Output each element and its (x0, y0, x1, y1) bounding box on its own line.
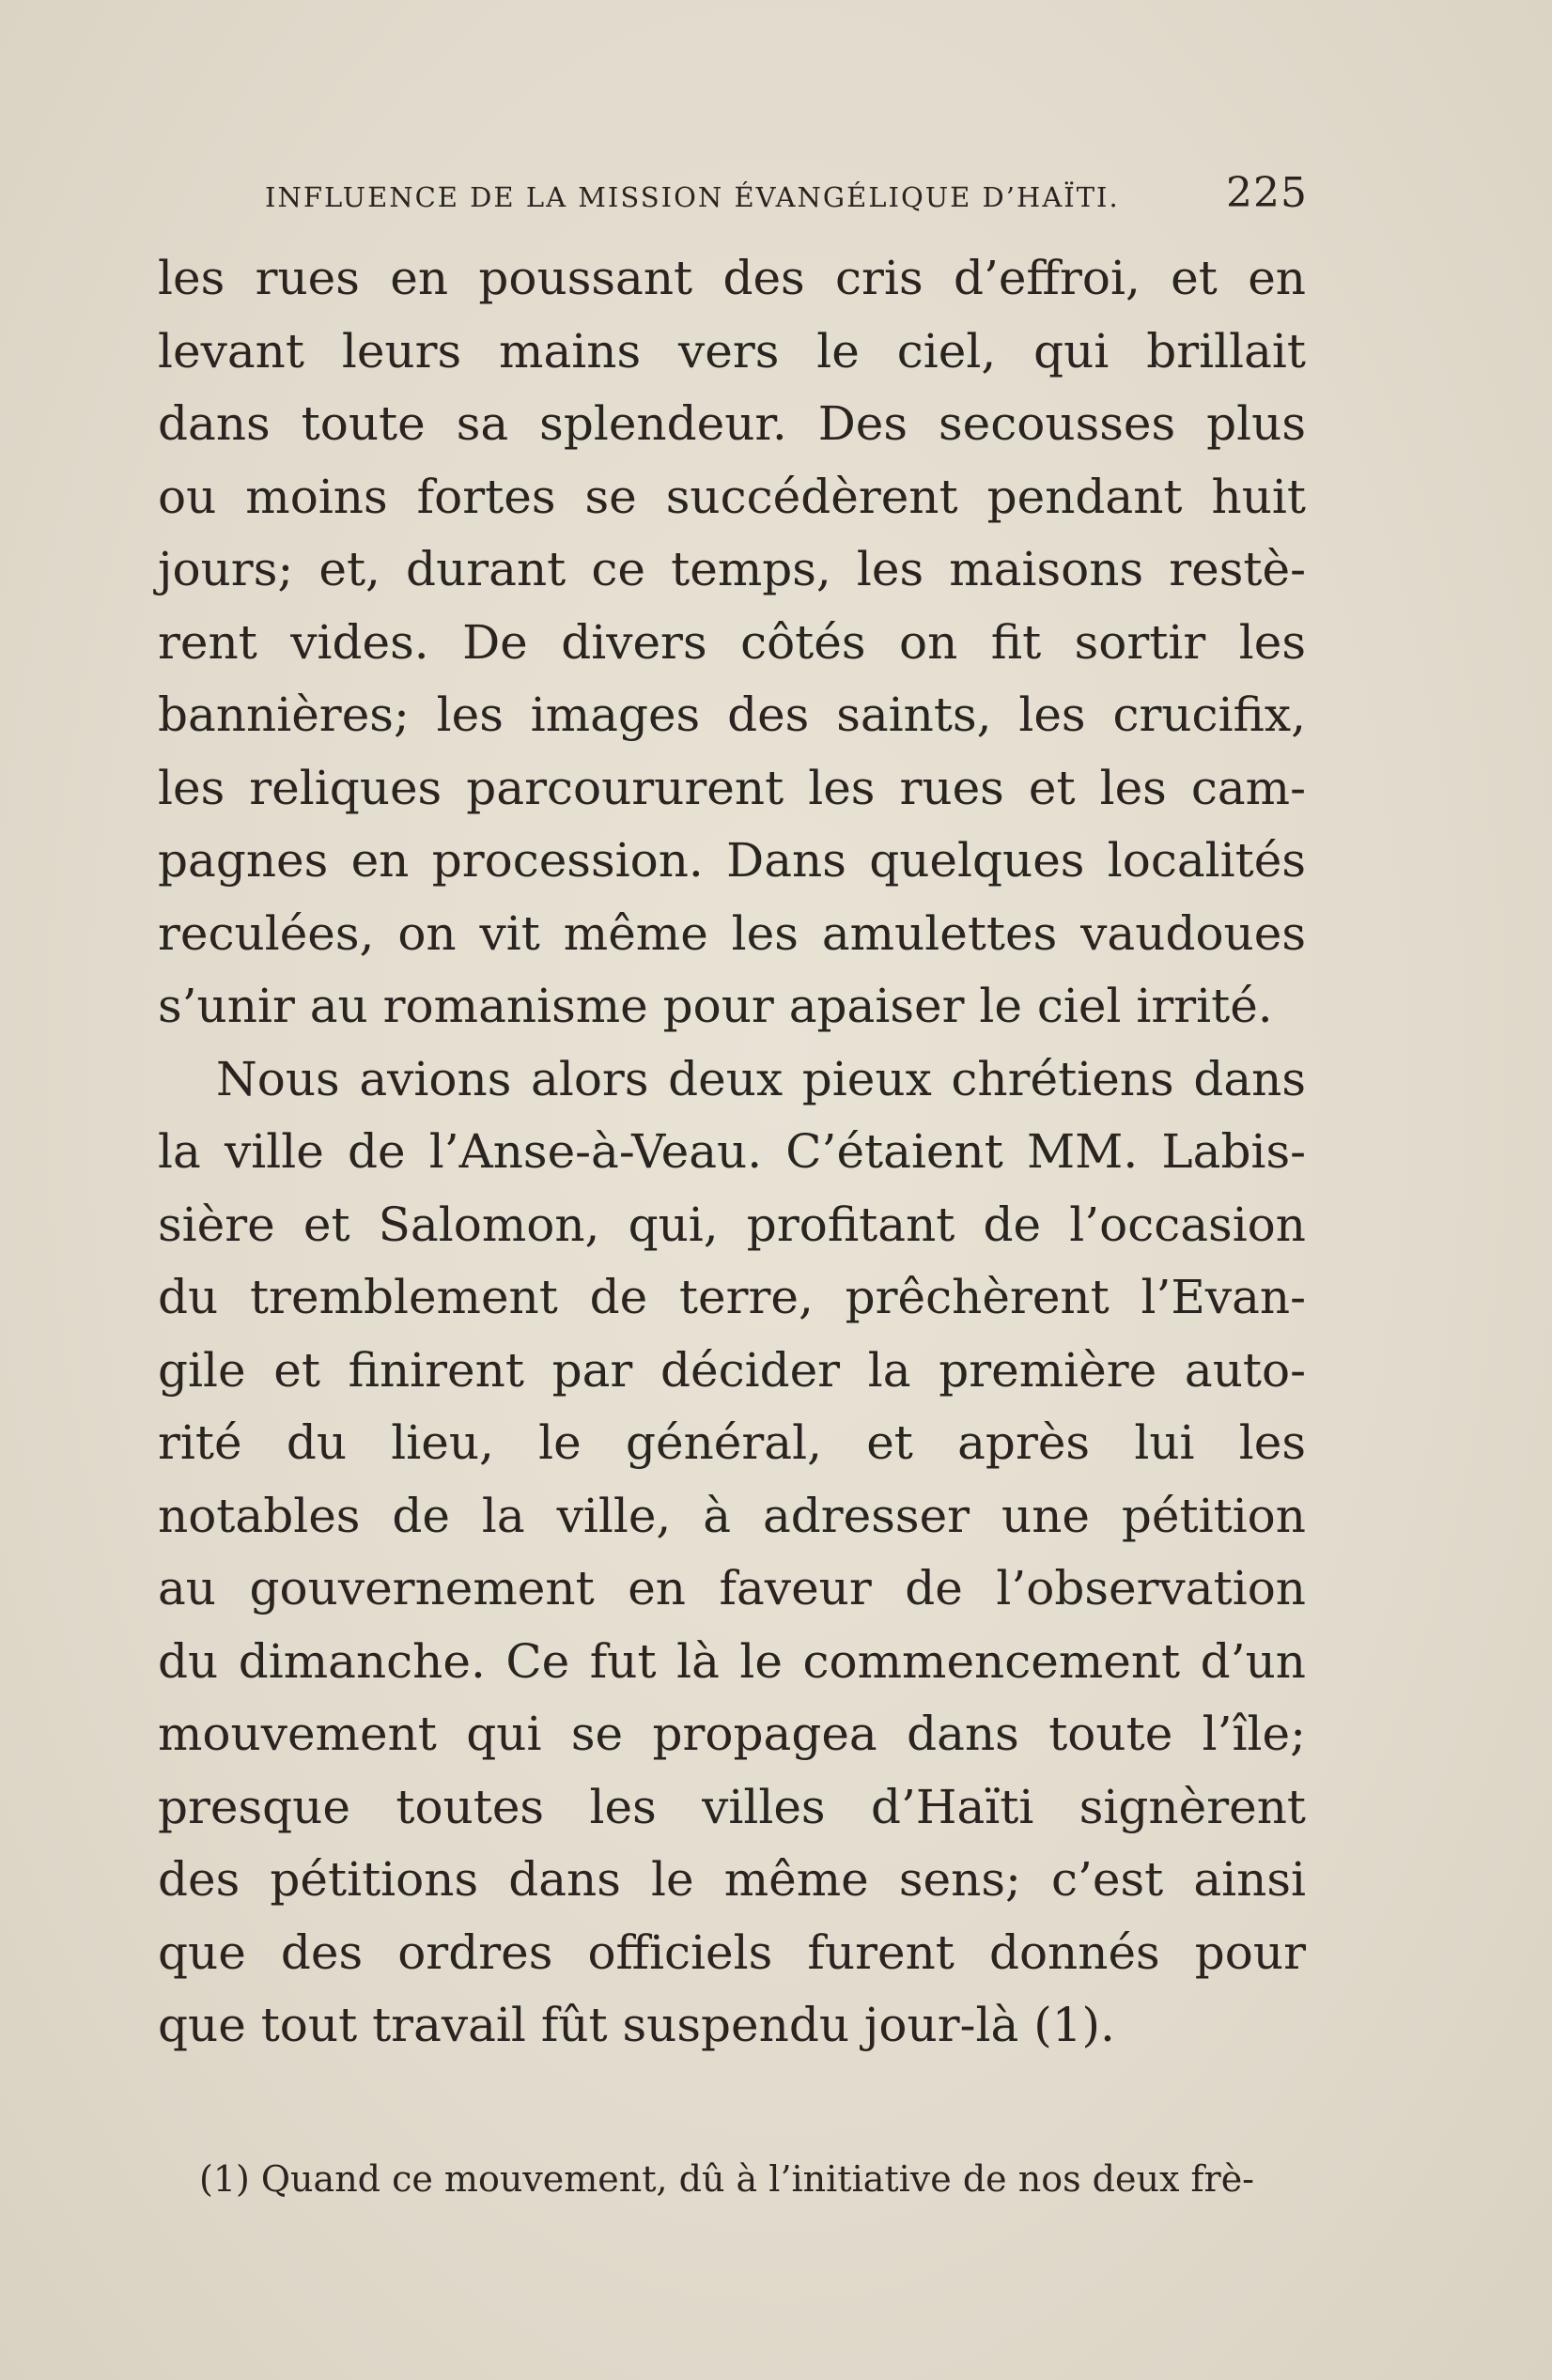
text-line: reculées, on vit même les amulettes vaudoues (158, 905, 1306, 961)
text-line: des pétitions dans le même sens; c’est ainsi (158, 1852, 1306, 1907)
text-line: Nous avions alors deux pieux chrétiens dans (216, 1051, 1306, 1106)
text-line: mouvement qui se propagea dans toute l’île; (158, 1707, 1306, 1761)
page-header (265, 169, 1308, 225)
text-line: gile et finirent par décider la première auto- (158, 1342, 1306, 1398)
text-line: ou moins fortes se succédèrent pendant huit (158, 469, 1306, 524)
text-line: que tout travail fût suspendu jour-là (1). (158, 1998, 1115, 2052)
text-line: bannières; les images des saints, les crucifix, (158, 688, 1306, 742)
text-line: la ville de l’Anse-à-Veau. C’étaient MM. Labis- (158, 1124, 1306, 1179)
text-line: dans toute sa splendeur. Des secousses plus (158, 396, 1306, 451)
body-text (158, 242, 1306, 2063)
page-number: 225 (1226, 169, 1308, 217)
text-line: du dimanche. Ce fut là le commencement d’un (158, 1633, 1306, 1689)
text-line: que des ordres officiels furent donnés pour (158, 1924, 1306, 1980)
text-line: rité du lieu, le général, et après lui les (158, 1415, 1306, 1470)
text-line: au gouvernement en faveur de l’observation (158, 1561, 1306, 1615)
footnote: (1) Quand ce mouvement, dû à l’initiative de nos deux frè- (199, 2158, 1255, 2200)
text-line: rent vides. De divers côtés on fit sortir les (158, 614, 1306, 670)
running-head: INFLUENCE DE LA MISSION ÉVANGÉLIQUE D’HAÏTI. (265, 181, 1120, 213)
text-line: pagnes en procession. Dans quelques localités (158, 833, 1306, 888)
text-line: les rues en poussant des cris d’effroi, et en (158, 251, 1306, 305)
text-line: du tremblement de terre, prêchèrent l’Evan- (158, 1270, 1306, 1324)
text-line: jours; et, durant ce temps, les maisons restè- (158, 542, 1306, 596)
text-line: notables de la ville, à adresser une pétition (158, 1488, 1306, 1543)
text-line: les reliques parcoururent les rues et les cam- (158, 760, 1306, 815)
text-line: presque toutes les villes d’Haïti signèrent (158, 1779, 1306, 1834)
text-line: sière et Salomon, qui, profitant de l’occasion (158, 1197, 1306, 1252)
text-line: levant leurs mains vers le ciel, qui brillait (158, 323, 1306, 379)
text-line: s’unir au romanisme pour apaiser le ciel irrité. (158, 979, 1273, 1033)
